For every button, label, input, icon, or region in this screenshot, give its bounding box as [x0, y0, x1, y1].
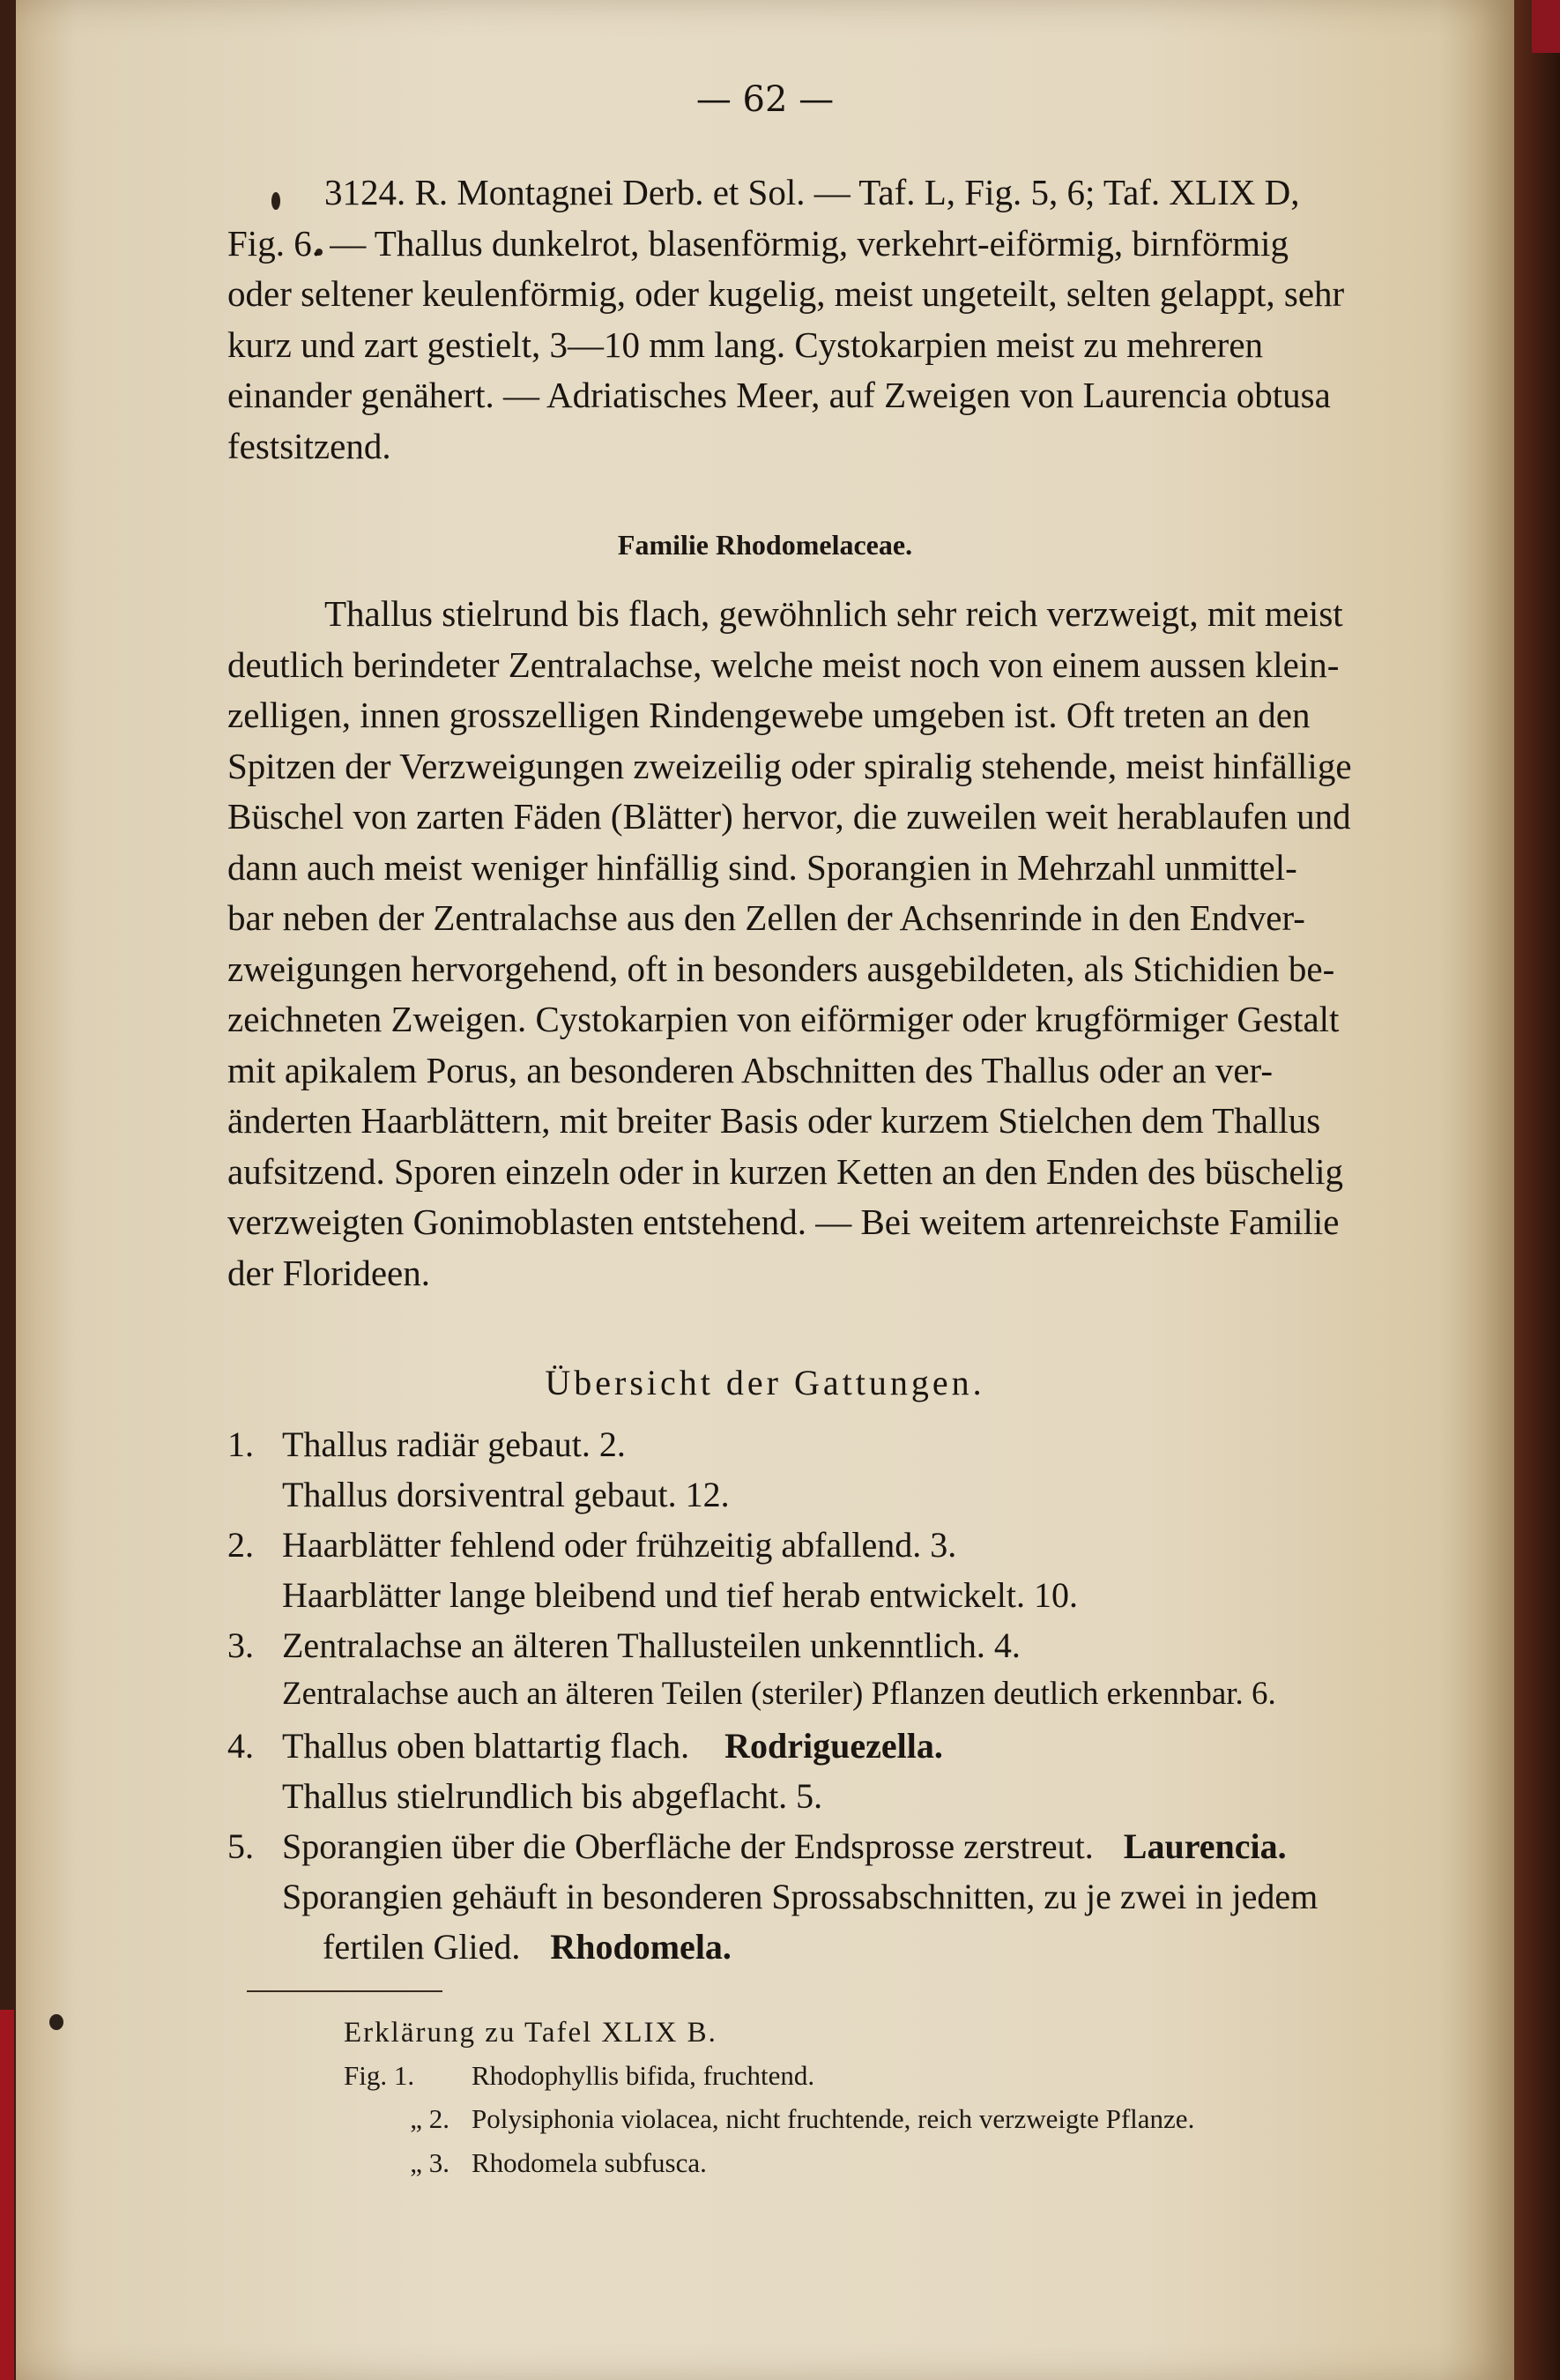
- key-number: 4.: [227, 1726, 254, 1766]
- figure-text: Polysiphonia violacea, nicht fruchtende, reich verzweigte Pflanze.: [472, 2103, 1195, 2134]
- family-line: bar neben der Zentralachse aus den Zellen der Achsenrinde in den Endver-: [227, 897, 1305, 938]
- key-text: Thallus radiär gebaut. 2.: [282, 1424, 626, 1464]
- key-row: [227, 1574, 1078, 1616]
- explanation-title: Erklärung zu Tafel XLIX B.: [344, 2017, 717, 2049]
- page-number: — 62 —: [695, 79, 835, 120]
- family-line: änderten Haarblättern, mit breiter Basis oder kurzem Stielchen dem Thallus: [227, 1100, 1321, 1141]
- key-row: [227, 1625, 1021, 1666]
- key-row: [227, 1474, 730, 1515]
- red-cover-edge: [0, 2010, 14, 2380]
- key-text: Sporangien gehäuft in besonderen Sprossabschnitten, zu je zwei in jedem: [282, 1877, 1319, 1916]
- family-heading: Familie Rhodomelaceae.: [617, 529, 913, 561]
- figure-caption: [344, 2147, 707, 2179]
- key-number: 3.: [227, 1625, 254, 1665]
- footnote-divider: [247, 1990, 442, 1992]
- family-line: der Florideen.: [227, 1252, 430, 1293]
- key-row: [227, 1876, 1318, 1917]
- entry-line-1: 3124. R. Montagnei Derb. et Sol. — Taf. L, Fig. 5, 6; Taf. XLIX D,: [324, 172, 1300, 212]
- entry-line-2: Fig. 6. — Thallus dunkelrot, blasenförmig, verkehrt-eiförmig, birnförmig: [227, 222, 1289, 264]
- key-row: [227, 1424, 626, 1465]
- family-line: zweigungen hervorgehend, oft in besonders ausgebildeten, als Stichidien be-: [227, 948, 1335, 989]
- family-line: dann auch meist weniger hinfällig sind. Sporangien in Mehrzahl unmittel-: [227, 846, 1297, 888]
- figure-text: Rhodomela subfusca.: [472, 2147, 707, 2178]
- key-row: [227, 1725, 943, 1766]
- entry-3124: [227, 167, 1497, 472]
- key-text: Thallus dorsiventral gebaut. 12.: [282, 1475, 730, 1514]
- page-content: [16, 0, 1514, 2380]
- book-binding-edge: [1514, 0, 1560, 2380]
- key-number: 2.: [227, 1525, 254, 1565]
- key-row: [227, 1926, 732, 1967]
- book-page: [16, 0, 1514, 2380]
- figure-label: „ 3.: [410, 2147, 449, 2178]
- key-text: Sporangien über die Oberfläche der Endsprosse zerstreut.: [282, 1826, 1094, 1866]
- genus-name: Laurencia.: [1123, 1826, 1287, 1866]
- family-line: aufsitzend. Sporen einzeln oder in kurzen Ketten an den Enden des büschelig: [227, 1150, 1344, 1192]
- figure-text: Rhodophyllis bifida, fruchtend.: [472, 2060, 815, 2091]
- key-row: [227, 1524, 956, 1566]
- key-text: Thallus stielrundlich bis abgeflacht. 5.: [282, 1776, 823, 1816]
- genus-name: Rodriguezella.: [724, 1726, 943, 1766]
- key-text: Haarblätter lange bleibend und tief herab entwickelt. 10.: [282, 1575, 1078, 1615]
- key-text: Zentralachse auch an älteren Teilen (steriler) Pflanzen deutlich erkennbar. 6.: [282, 1676, 1276, 1712]
- key-row: [227, 1775, 822, 1817]
- family-line: Büschel von zarten Fäden (Blätter) hervor, die zuweilen weit herablaufen und: [227, 796, 1351, 837]
- family-line: deutlich berindeter Zentralachse, welche meist noch von einem aussen klein-: [227, 643, 1340, 685]
- key-text: Zentralachse an älteren Thallusteilen unkenntlich. 4.: [282, 1625, 1021, 1665]
- entry-line-3: oder seltener keulenförmig, oder kugelig, meist ungeteilt, selten gelappt, sehr: [227, 273, 1345, 314]
- entry-line-5: einander genähert. — Adriatisches Meer, auf Zweigen von Laurencia obtusa: [227, 375, 1331, 415]
- entry-line-4: kurz und zart gestielt, 3—10 mm lang. Cystokarpien meist zu mehreren: [227, 324, 1264, 365]
- key-heading: Übersicht der Gattungen.: [545, 1363, 985, 1402]
- family-description: [227, 589, 1497, 1298]
- family-line: mit apikalem Porus, an besonderen Abschnitten des Thallus oder an ver-: [227, 1049, 1273, 1090]
- entry-line-6: festsitzend.: [227, 425, 391, 466]
- figure-caption: [344, 2060, 814, 2092]
- key-text: Haarblätter fehlend oder frühzeitig abfallend. 3.: [282, 1525, 957, 1565]
- key-row: [227, 1826, 1287, 1867]
- family-line: zeichneten Zweigen. Cystokarpien von eiförmiger oder krugförmiger Gestalt: [227, 999, 1340, 1039]
- family-line: Spitzen der Verzweigungen zweizeilig oder spiralig stehende, meist hinfällige: [227, 745, 1352, 786]
- key-number: 1.: [227, 1424, 254, 1464]
- family-line: zelligen, innen grosszelligen Rindengewebe umgeben ist. Oft treten an den: [227, 695, 1311, 735]
- key-row: [227, 1675, 1276, 1713]
- red-ribbon-marker: [1532, 0, 1560, 53]
- figure-label: „ 2.: [410, 2103, 449, 2134]
- key-text: fertilen Glied.: [323, 1927, 521, 1967]
- figure-caption: [344, 2103, 1194, 2135]
- figure-label: Fig. 1.: [344, 2060, 415, 2091]
- key-text: Thallus oben blattartig flach.: [282, 1726, 690, 1766]
- family-line: Thallus stielrund bis flach, gewöhnlich sehr reich verzweigt, mit meist: [324, 593, 1343, 634]
- family-line: verzweigten Gonimoblasten entstehend. — Bei weitem artenreichste Familie: [227, 1201, 1340, 1242]
- genus-name: Rhodomela.: [550, 1927, 732, 1967]
- key-number: 5.: [227, 1826, 254, 1866]
